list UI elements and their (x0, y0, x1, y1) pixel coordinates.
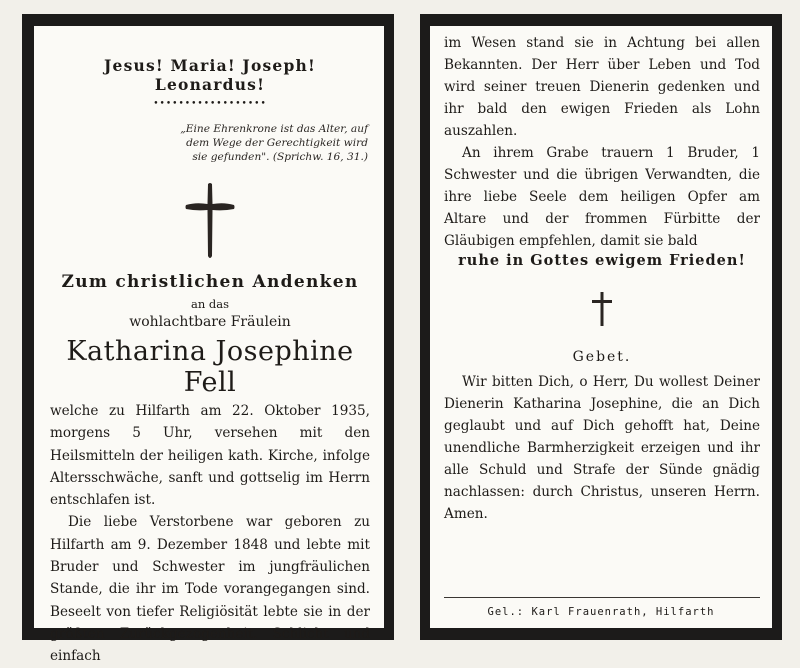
invocation: Jesus! Maria! Joseph! Leonardus! (104, 56, 316, 94)
quote-line-2: dem Wege der Gerechtigkeit wird (186, 137, 368, 149)
printer-divider (444, 597, 760, 598)
prayer-paragraph: Wir bitten Dich, o Herr, Du wollest Deiner Dienerin Katharina Josephine, die an Dich geglaubt und auf Dich gehofft hat, Deine unendliche Barmherzigkeit erzeigen und ihr alle Schuld und Strafe der Sünde gnädig nachlassen: durch Christus, unseren Herrn. Amen. (444, 374, 760, 522)
dotted-divider: •••••••••••••••••• (153, 99, 267, 109)
left-page-paper (34, 26, 384, 665)
small-cross-icon (444, 291, 760, 331)
an-das-text: an das (190, 297, 230, 311)
right-body-text (444, 32, 760, 252)
memorial-card-left-page (22, 14, 394, 665)
continuation-paragraph: im Wesen stand sie in Achtung bei allen Bekannten. Der Herr über Leben und Tod wird seiner treuen Dienerin gedenken und ihr bald den ewigen Frieden als Lohn auszahlen. (444, 35, 760, 139)
latin-cross-icon (50, 182, 370, 262)
closing-line: ruhe in Gottes ewigem Frieden! (458, 252, 746, 269)
mourners-paragraph: An ihrem Grabe trauern 1 Bruder, 1 Schwester und die übrigen Verwandten, die ihre liebe Seele dem heiligen Opfer am Altare und der frommen Fürbitte der Gläubigen empfehlen, damit sie bald (444, 145, 760, 249)
printer-credit: Gel.: Karl Frauenrath, Hilfarth (487, 606, 715, 618)
death-paragraph: welche zu Hilfarth am 22. Oktober 1935, morgens 5 Uhr, versehen mit den Heilsmitteln der heiligen kath. Kirche, infolge Altersschwäche, sanft und gottselig im Herrn entschlafen ist. (50, 403, 370, 509)
deceased-name: Katharina Josephine Fell (66, 336, 354, 398)
right-page-paper (430, 26, 772, 628)
prayer-body (444, 371, 760, 525)
memorial-title: Zum christlichen Andenken (61, 272, 359, 292)
memorial-card-right-page (420, 14, 782, 640)
scripture-quote (90, 122, 368, 164)
quote-line-3: sie gefunden". (Sprichw. 16, 31.) (192, 151, 368, 163)
quote-line-1: „Eine Ehrenkrone ist das Alter, auf (180, 123, 368, 135)
honorific-text: wohlachtbare Fräulein (129, 314, 291, 330)
prayer-title: Gebet. (572, 349, 632, 365)
left-body-text (50, 400, 370, 668)
life-paragraph: Die liebe Verstorbene war geboren zu Hilfarth am 9. Dezember 1848 und lebte mit Bruder und Schwester im jungfräulichen Stande, die ihr im Tode vorangegangen sind. Beseelt von tiefer Religiösität lebte sie in der größten Zurückgezogenheit. Schlicht und einfach (50, 514, 370, 665)
